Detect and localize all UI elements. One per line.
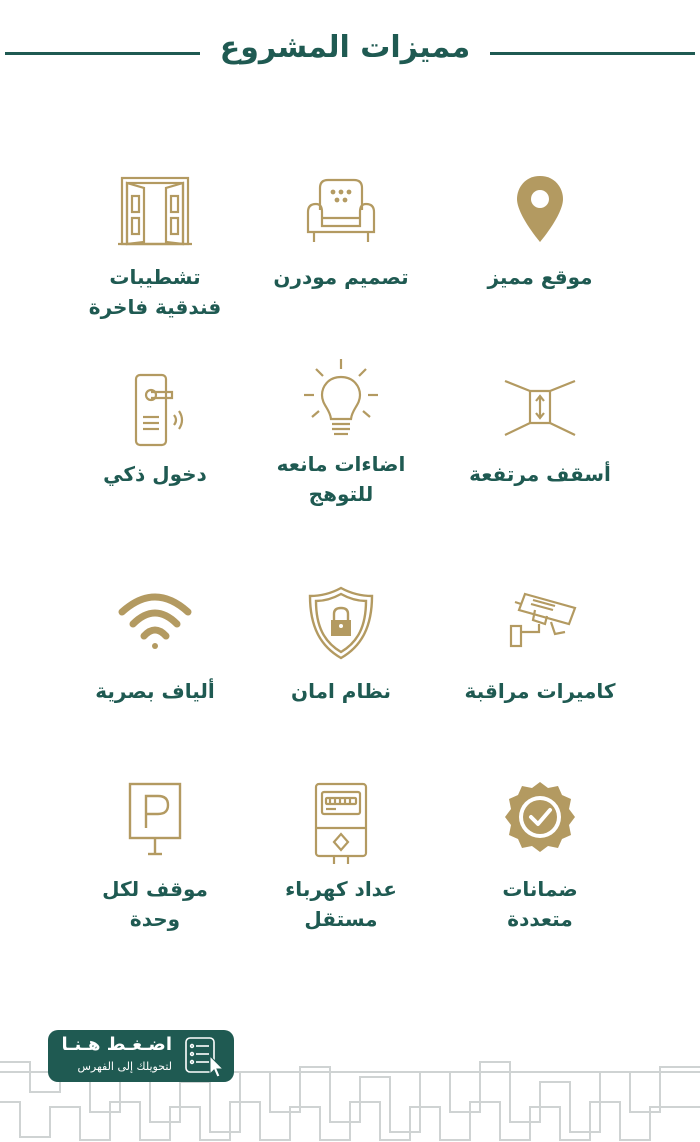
- feature-luxury-finishing: [50, 168, 260, 322]
- feature-label: دخول ذكي: [103, 462, 207, 486]
- feature-anti-glare-lighting: [236, 355, 446, 509]
- feature-label: كاميرات مراقبة: [464, 679, 616, 703]
- armchair-icon: [286, 168, 396, 258]
- feature-label: موقف لكل وحدة: [102, 877, 208, 931]
- feature-parking: [50, 780, 260, 934]
- feature-label: تصميم مودرن: [273, 265, 409, 289]
- page-title: مميزات المشروع: [219, 30, 471, 65]
- feature-label: ضمانات متعددة: [502, 877, 578, 931]
- feature-label: نظام امان: [291, 679, 391, 703]
- feature-label: تشطيبات فندقية فاخرة: [88, 265, 222, 319]
- electric-meter-icon: [286, 780, 396, 870]
- feature-security-system: [236, 582, 446, 706]
- wifi-icon: [100, 582, 210, 672]
- feature-multiple-guarantees: [435, 780, 645, 934]
- feature-modern-design: [236, 168, 446, 292]
- cctv-camera-icon: [485, 582, 595, 672]
- feature-fiber-optics: [50, 582, 260, 706]
- cta-main-label: اضـغـط هـنـا: [61, 1034, 172, 1055]
- location-pin-icon: [485, 168, 595, 258]
- feature-label: ألياف بصرية: [95, 679, 215, 703]
- guarantee-badge-icon: [485, 780, 595, 870]
- feature-surveillance-cameras: [435, 582, 645, 706]
- security-shield-icon: [286, 582, 396, 672]
- feature-label: أسقف مرتفعة: [469, 462, 611, 486]
- smart-lock-icon: [100, 365, 210, 455]
- feature-label: اضاءات مانعه للتوهج: [276, 452, 406, 506]
- feature-smart-entry: [50, 365, 260, 489]
- go-to-index-button[interactable]: [48, 1030, 234, 1082]
- ceiling-height-icon: [485, 365, 595, 455]
- door-icon: [100, 168, 210, 258]
- feature-high-ceilings: [435, 365, 645, 489]
- cta-sub-label: لتحويلك إلى الفهرس: [77, 1060, 172, 1073]
- feature-independent-meter: [236, 780, 446, 934]
- parking-icon: [100, 780, 210, 870]
- feature-prime-location: [435, 168, 645, 292]
- index-list-icon: [182, 1034, 228, 1078]
- feature-label: عداد كهرباء مستقل: [285, 877, 397, 931]
- light-bulb-icon: [286, 355, 396, 445]
- feature-label: موقع مميز: [487, 265, 593, 289]
